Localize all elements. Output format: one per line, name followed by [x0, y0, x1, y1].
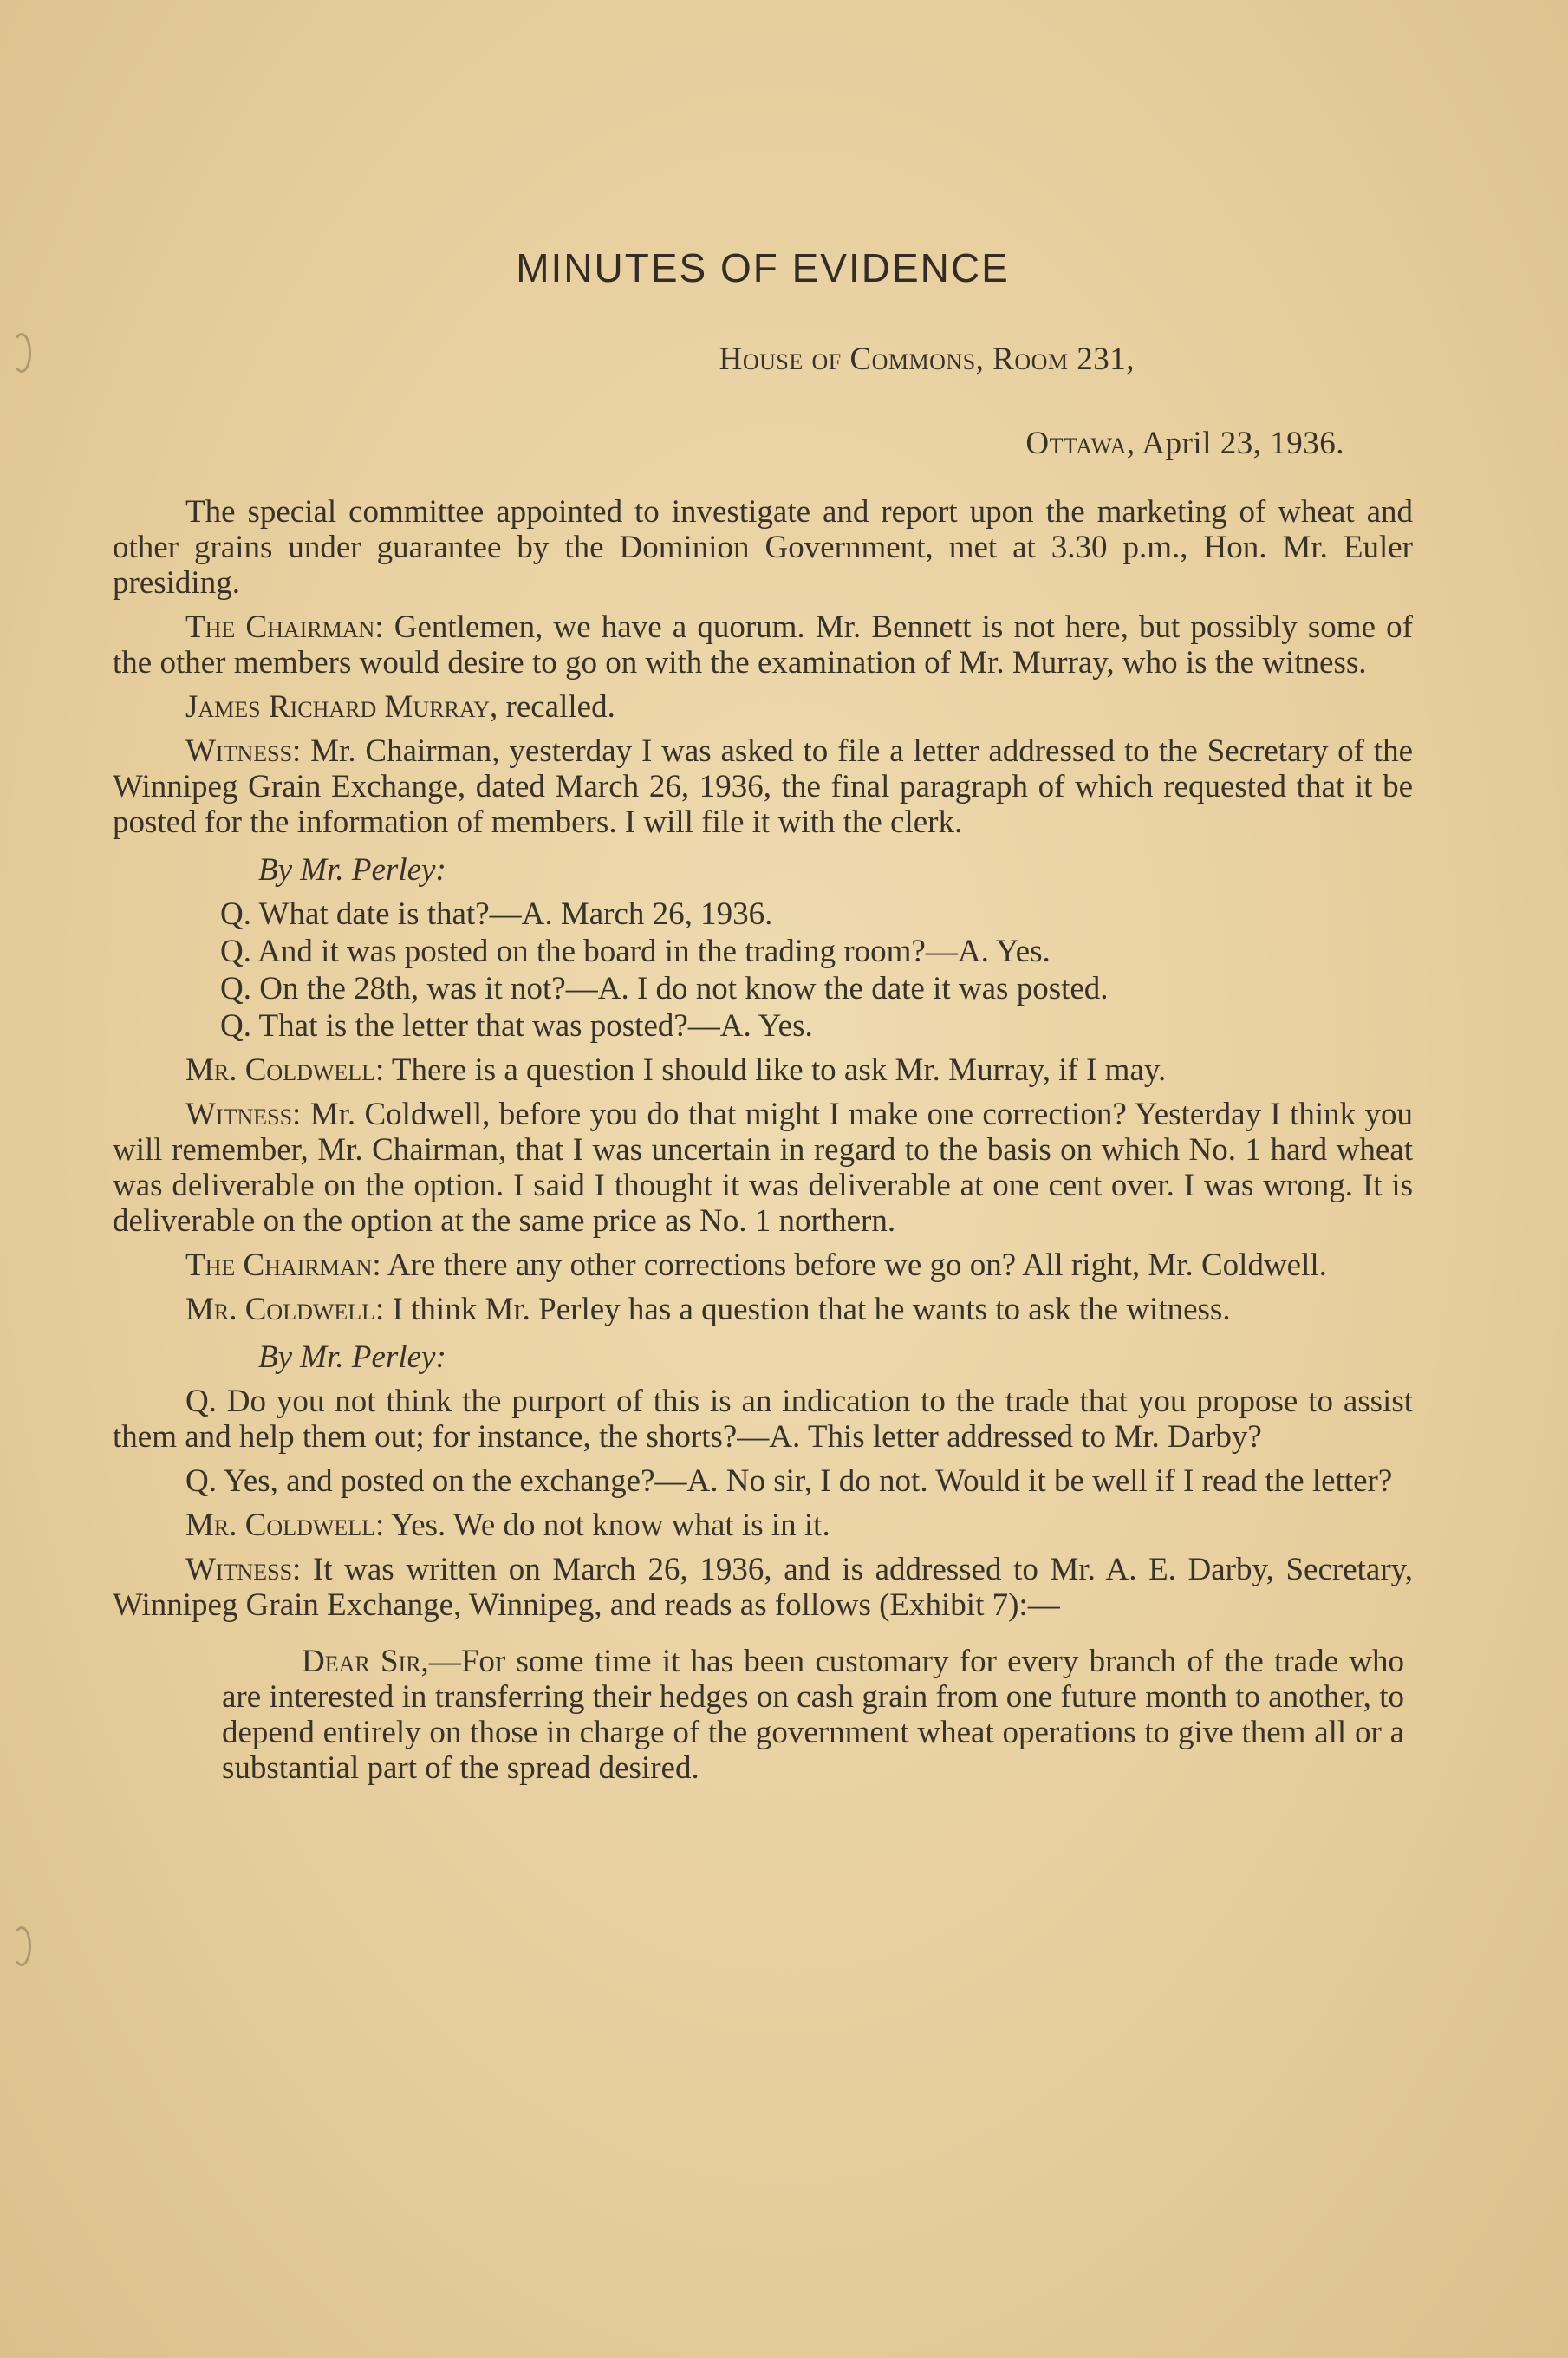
binding-mark — [12, 1926, 31, 1966]
speaker: The Chairman: — [185, 1247, 381, 1283]
letter-text: —For some time it has been customary for every branch of the trade who are interested in transferring their hedges on cash grain from one future month to another, to depend entirely on those in charge of the government wheat operations to give them all or a substantial part of the spread desired. — [222, 1644, 1404, 1786]
speaker: Mr. Coldwell: — [185, 1508, 385, 1543]
speech: There is a question I should like to ask Mr. Murray, if I may. — [391, 1052, 1167, 1088]
speech: It was written on March 26, 1936, and is addressed to Mr. A. E. Darby, Secretary, Winnipeg Grain Exchange, Winnipeg, and reads as follows (Exhibit 7):— — [113, 1552, 1414, 1623]
question-answer: Q. And it was posted on the board in the trading room?—A. Yes. — [220, 934, 1051, 969]
minutes-body — [113, 494, 1413, 1795]
examiner-heading: By Mr. Perley: — [258, 1339, 446, 1375]
speaker: Witness: — [185, 1552, 302, 1587]
paragraph — [113, 1097, 1413, 1239]
question-answer: Q. What date is that?—A. March 26, 1936. — [220, 896, 773, 932]
letter-paragraph — [222, 1644, 1404, 1786]
speech: Mr. Coldwell, before you do that might I make one correction? Yesterday I think you will remember, Mr. Chairman, that I was uncertain in regard to the basis on which No. 1 hard wheat was deliverable on the option. I said I thought it was deliverable at one cent over. I was wrong. It is deliverable on the option at the same price as No. 1 northern. — [113, 1097, 1414, 1239]
paragraph — [113, 1292, 1413, 1327]
examiner-heading: By Mr. Perley: — [258, 852, 446, 888]
paragraph — [113, 733, 1413, 840]
question-answer: Q. That is the letter that was posted?—A. Yes. — [220, 1008, 813, 1044]
paragraph: The special committee appointed to investigate and report upon the marketing of wheat and other grains under guarantee by the Dominion Government, met at 3.30 p.m., Hon. Mr. Euler presiding. — [113, 494, 1413, 601]
date-value: April 23, 1936. — [1142, 426, 1344, 461]
paragraph: Q. Do you not think the purport of this is an indication to the trade that you propose to assist them and help them out; for instance, the shorts?—A. This letter addressed to Mr. Darby? — [113, 1384, 1413, 1455]
paragraph — [113, 609, 1413, 681]
speaker: Witness: — [185, 1097, 302, 1132]
paragraph — [113, 1052, 1413, 1088]
speaker: Mr. Coldwell: — [185, 1052, 385, 1088]
speech: Gentlemen, we have a quorum. Mr. Bennett is not here, but possibly some of the other members would desire to go on with the examination of Mr. Murray, who is the witness. — [113, 609, 1413, 681]
speaker: Witness: — [185, 733, 302, 769]
quoted-letter — [113, 1644, 1413, 1786]
speech: Yes. We do not know what is in it. — [391, 1508, 830, 1543]
meeting-place: House of Commons, Room 231, — [719, 342, 1135, 377]
speech: Mr. Chairman, yesterday I was asked to file a letter addressed to the Secretary of the Winnipeg Grain Exchange, dated March 26, 1936, the final paragraph of which requested that it be posted for the information of members. I will file it with the clerk. — [113, 733, 1413, 840]
paragraph — [113, 689, 1413, 725]
speaker: The Chairman: — [185, 609, 384, 645]
paragraph — [113, 1508, 1413, 1543]
paragraph: Q. Yes, and posted on the exchange?—A. No sir, I do not. Would it be well if I read the letter? — [185, 1463, 1393, 1499]
question-answer: Q. On the 28th, was it not?—A. I do not know the date it was posted. — [220, 971, 1109, 1006]
speech: Are there any other corrections before we go on? All right, Mr. Coldwell. — [387, 1247, 1327, 1283]
paragraph — [113, 1552, 1413, 1623]
speech: recalled. — [505, 689, 615, 725]
page-heading: MINUTES OF EVIDENCE — [516, 245, 1010, 290]
meeting-date — [1025, 425, 1344, 462]
letter-salutation: Dear Sir, — [302, 1644, 429, 1679]
paragraph — [113, 1247, 1413, 1283]
binding-mark — [12, 333, 31, 373]
witness-name: James Richard Murray, — [185, 689, 498, 725]
date-place: Ottawa, — [1025, 426, 1135, 461]
speaker: Mr. Coldwell: — [185, 1292, 385, 1327]
speech: I think Mr. Perley has a question that he wants to ask the witness. — [392, 1292, 1231, 1327]
